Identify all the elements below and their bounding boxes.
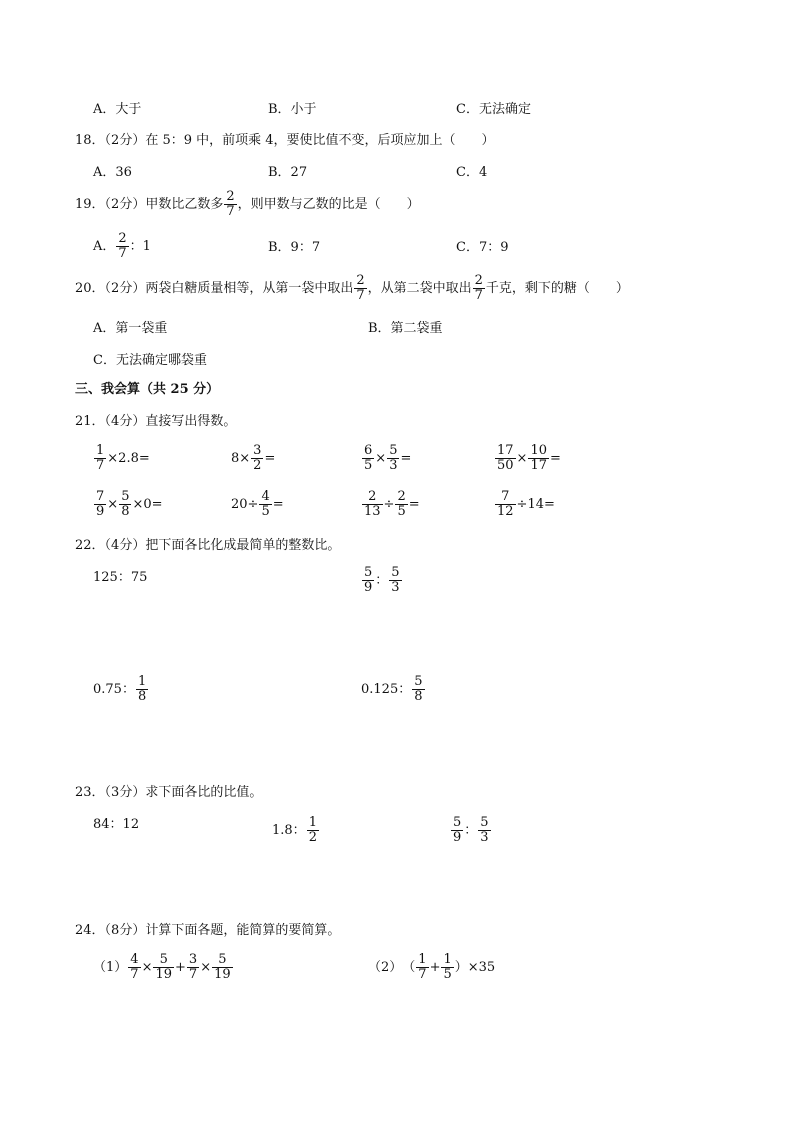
q24-part-1: （1） $\frac{4}{7}$ × $\frac{5}{19}$ + $\frac{3}{7}$ × $\frac{5}{19}$ (93, 952, 231, 982)
q22-item-a: 125：75 (93, 570, 148, 585)
q23-item-b: 1.8： $\frac{1}{2}$ (272, 815, 317, 845)
q17-option-c: C．无法确定 (456, 102, 531, 117)
q20-option-b: B．第二袋重 (368, 321, 443, 336)
q18-option-b: B．27 (268, 165, 308, 180)
q20-option-a: A．第一袋重 (93, 321, 168, 336)
q21-expr-4: $\frac{17}{50}$ × $\frac{10}{17}$ = (497, 443, 561, 473)
q21-expr-8: $\frac{7}{12}$ ÷14= (497, 489, 555, 519)
q22-item-c: 0.75： $\frac{1}{8}$ (93, 674, 147, 704)
q22-stem: 22．（4分）把下面各比化成最简单的整数比。 (75, 538, 341, 553)
q21-expr-7: $\frac{2}{13}$ ÷ $\frac{2}{5}$ = (364, 489, 420, 519)
q18-stem: 18．（2分）在 5：9 中，前项乘 4，要使比值不变，后项应加上（ ） (75, 133, 495, 148)
q19-option-c: C．7：9 (456, 240, 509, 255)
q17-option-a: A．大于 (93, 102, 142, 117)
q19-option-b: B．9：7 (268, 240, 321, 255)
q19-fraction: $\frac{2}{7}$ (226, 189, 235, 219)
q17-option-b: B．小于 (268, 102, 317, 117)
q18-option-a: A．36 (93, 165, 132, 180)
q21-expr-5: $\frac{7}{9}$ × $\frac{5}{8}$ ×0= (96, 489, 163, 519)
q18-option-c: C．4 (456, 165, 488, 180)
q21-expr-2: 8× $\frac{3}{2}$ = (231, 443, 276, 473)
section-title: 三、我会算（共 25 分） (75, 382, 220, 397)
q21-expr-1: $\frac{1}{7}$ ×2.8= (96, 443, 150, 473)
q21-expr-3: $\frac{6}{5}$ × $\frac{5}{3}$ = (364, 443, 412, 473)
q24-stem: 24．（8分）计算下面各题，能简算的要简算。 (75, 923, 341, 938)
q20-fraction-2: $\frac{2}{7}$ (474, 273, 483, 303)
q19-stem (75, 190, 420, 219)
q23-stem: 23．（3分）求下面各比的比值。 (75, 785, 263, 800)
q23-item-a: 84：12 (93, 817, 140, 832)
q22-item-d: 0.125： $\frac{5}{8}$ (361, 674, 423, 704)
q20-fraction-1: $\frac{2}{7}$ (356, 273, 365, 303)
q19-option-a: A． $\frac{2}{7}$ ：1 (93, 231, 151, 261)
q20-stem: 20．（2分）两袋白糖质量相等，从第一袋中取出 $\frac{2}{7}$ ，从第二袋中取出 $\frac{2}{7}$ 千克，剩下的糖（ ） (75, 273, 629, 303)
q21-stem: 21．（4分）直接写出得数。 (75, 414, 237, 429)
q24-part-2: （2） （ $\frac{1}{7}$ + $\frac{1}{5}$ ）×35 (368, 952, 496, 982)
q19-option-a-fraction: $\frac{2}{7}$ (118, 231, 127, 261)
q20-option-c: C．无法确定哪袋重 (93, 353, 207, 368)
q21-expr-6: 20÷ $\frac{4}{5}$ = (231, 489, 284, 519)
q23-item-c: $\frac{5}{9}$ ： $\frac{5}{3}$ (453, 815, 489, 845)
q22-item-b: $\frac{5}{9}$ ： $\frac{5}{3}$ (364, 565, 400, 595)
q19-stem-pre: 19．（2分）甲数比乙数多 (75, 196, 224, 212)
q19-stem-post: ，则甲数与乙数的比是（ ） (237, 196, 420, 212)
